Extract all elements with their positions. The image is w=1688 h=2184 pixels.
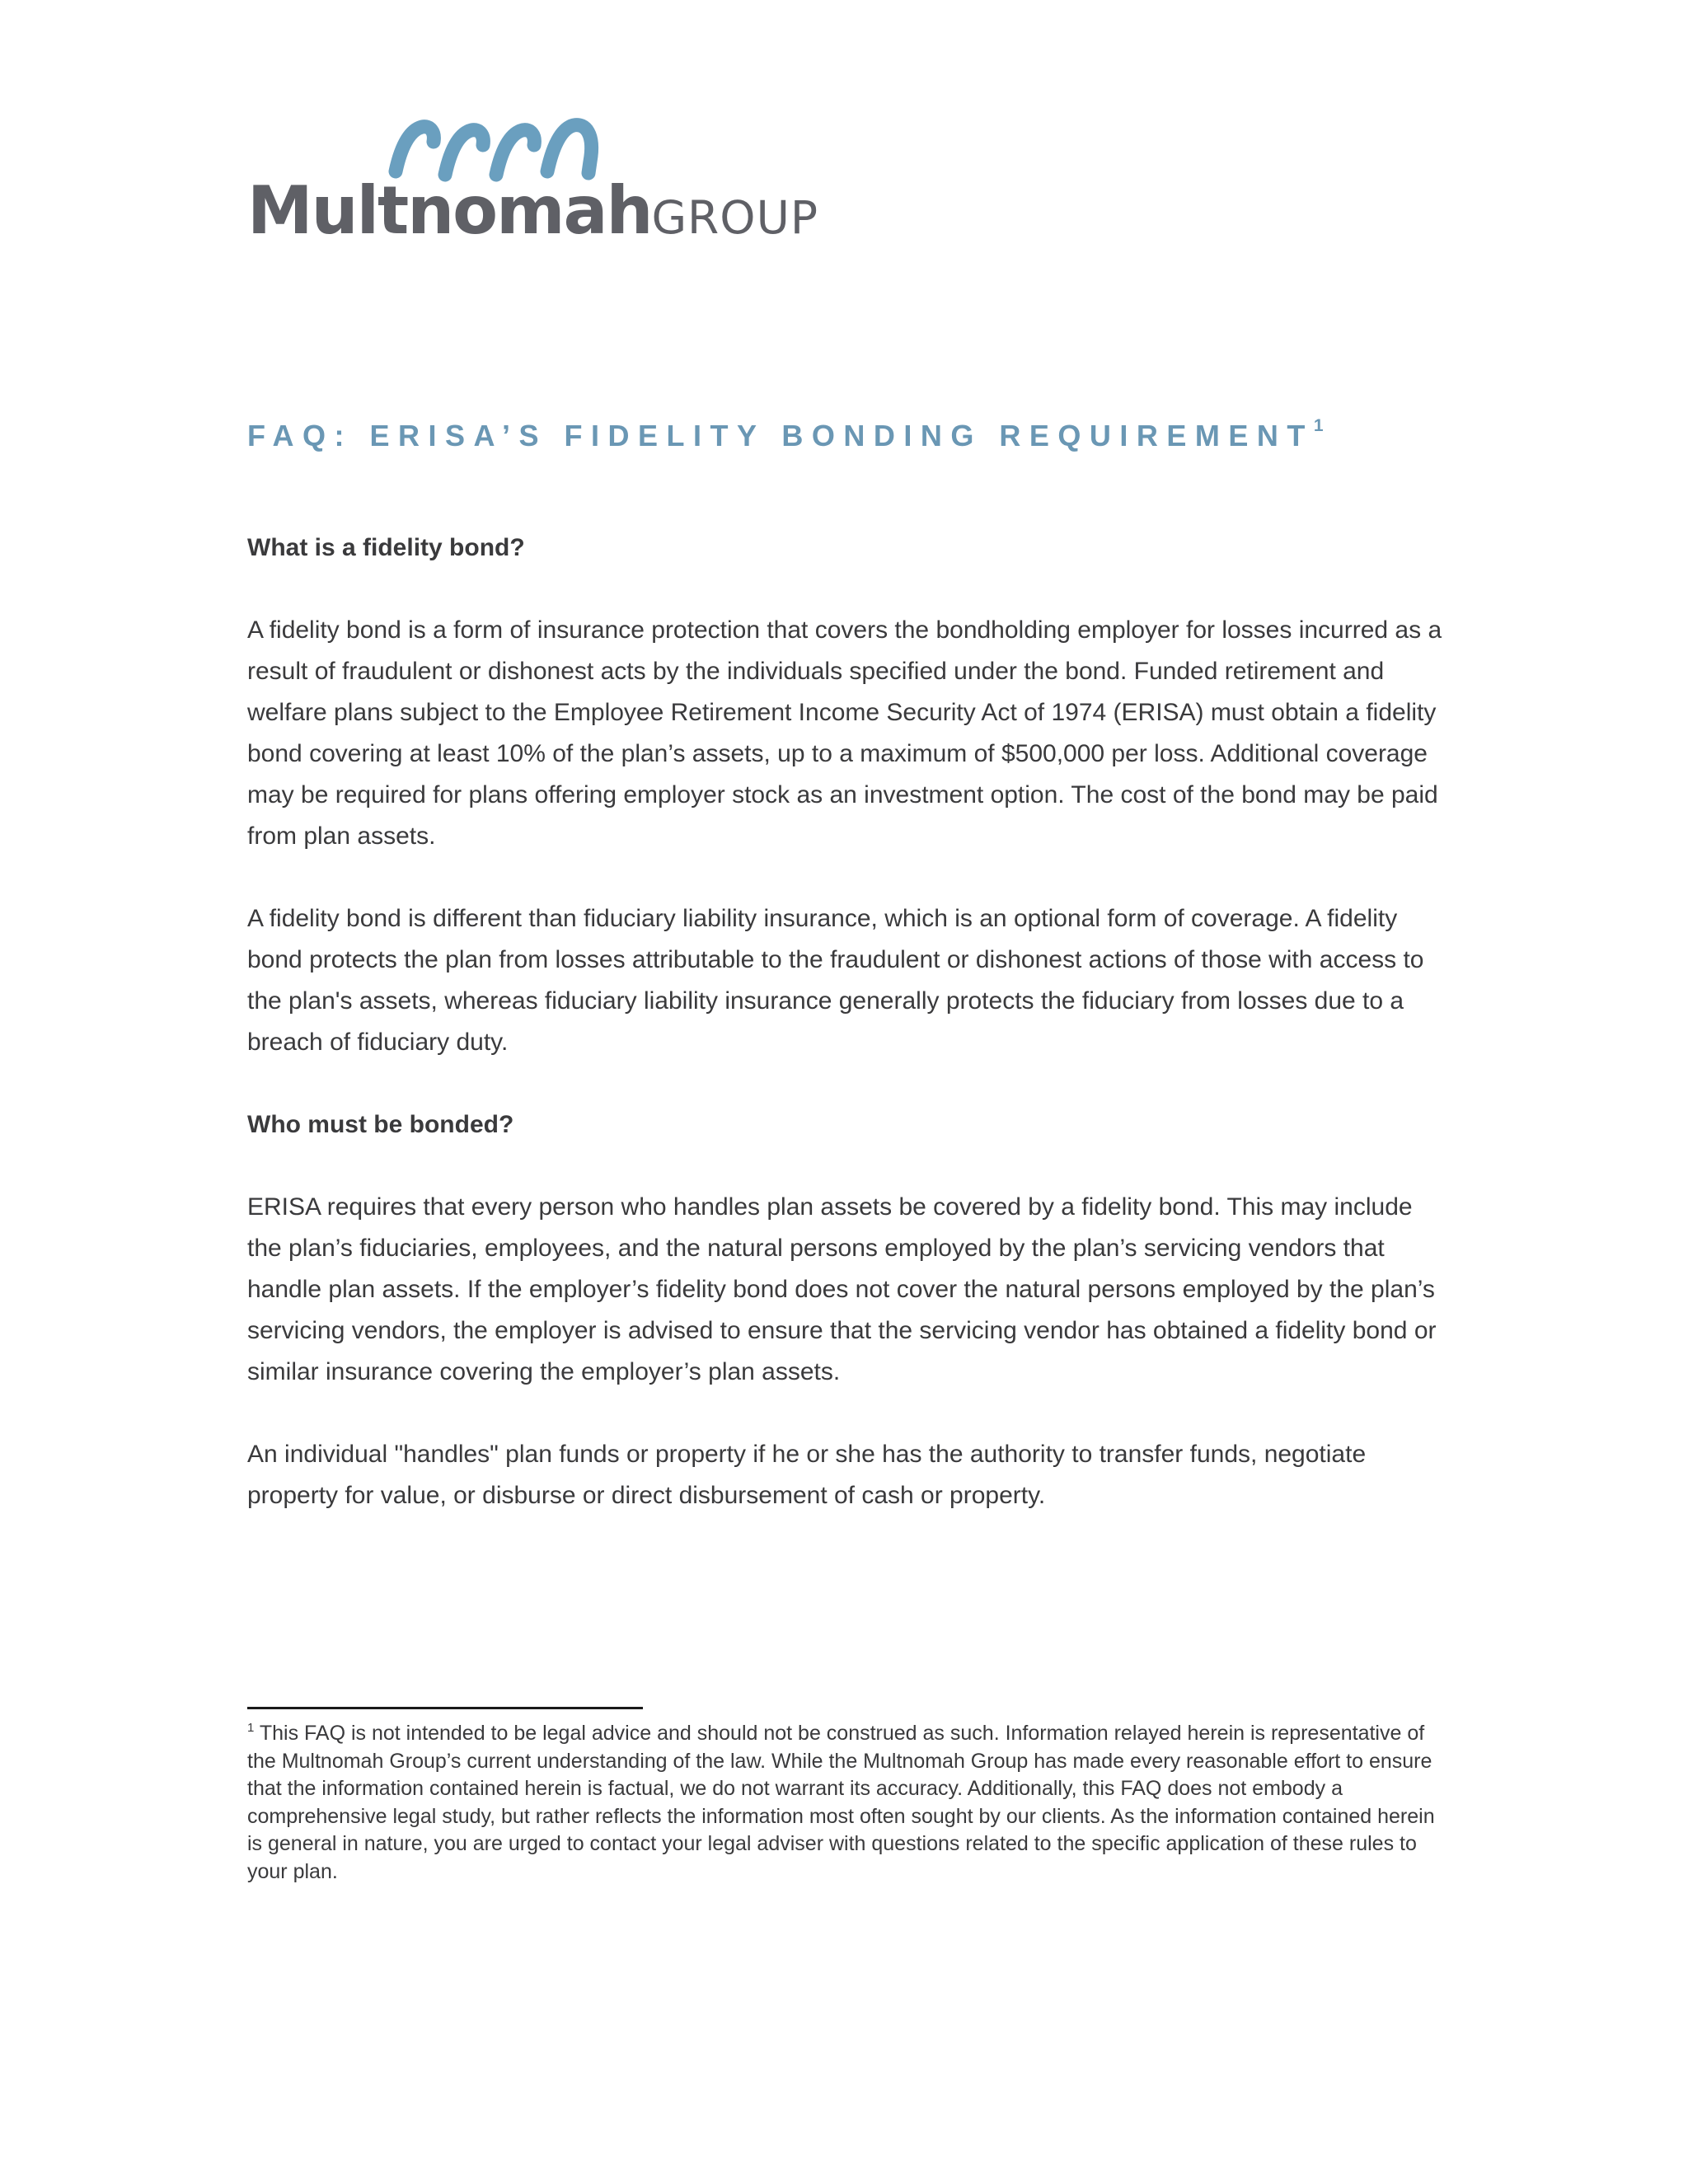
logo-brand-sub: GROUP <box>651 191 818 244</box>
paragraph-who-must-be-bonded: ERISA requires that every person who handles plan assets be covered by a fidelity bond. This may include the plan’s fiduciaries, employees, and the natural persons employed by the plan’s servicing vendors that handle plan assets. If the employer’s fidelity bond does not cover the natural persons employed by the plan’s servicing vendors, the employer is advised to ensure that the servicing vendor has obtained a fidelity bond or similar insurance covering the employer’s plan assets. <box>247 1193 1437 1385</box>
document-title-text: FAQ: ERISA’S FIDELITY BONDING REQUIREMENT <box>247 419 1314 452</box>
document-body <box>247 527 1442 1516</box>
logo-brand-main: Multnomah <box>247 172 652 249</box>
footnote <box>247 1720 1442 1886</box>
title-footnote-marker: 1 <box>1313 416 1324 435</box>
section-heading-what-is: What is a fidelity bond? <box>247 534 525 561</box>
section-heading-who-bonded: Who must be bonded? <box>247 1111 514 1138</box>
footnote-text: This FAQ is not intended to be legal advice and should not be construed as such. Information relayed herein is representative of the Multnomah Group’s current understanding of the law. While the Multnomah Group has made every reasonable effort to ensure that the information contained herein is factual, we do not warrant its accuracy. Additionally, this FAQ does not embody a comprehensive legal study, but rather reflects the information most often sought by our clients. As the information contained herein is general in nature, you are urged to contact your legal adviser with questions related to the specific application of these rules to your plan. <box>247 1722 1435 1883</box>
paragraph-fidelity-vs-fiduciary: A fidelity bond is different than fiduciary liability insurance, which is an optional form of coverage. A fidelity bond protects the plan from losses attributable to the fraudulent or dishonest actions of those with access to the plan's assets, whereas fiduciary liability insurance generally protects the fiduciary from losses due to a breach of fiduciary duty. <box>247 905 1424 1056</box>
logo-wordmark <box>247 172 818 249</box>
document-title <box>247 416 1324 453</box>
paragraph-handles-definition: An individual "handles" plan funds or property if he or she has the authority to transfer funds, negotiate property for value, or disburse or direct disbursement of cash or property. <box>247 1441 1367 1509</box>
footnote-divider <box>247 1707 643 1709</box>
paragraph-fidelity-bond-definition: A fidelity bond is a form of insurance protection that covers the bondholding employer for losses incurred as a result of fraudulent or dishonest acts by the individuals specified under the bond. Funded retirement and welfare plans subject to the Employee Retirement Income Security Act of 1974 (ERISA) must obtain a fidelity bond covering at least 10% of the plan’s assets, up to a maximum of $500,000 per loss. Additional coverage may be required for plans offering employer stock as an investment option. The cost of the bond may be paid from plan assets. <box>247 616 1442 850</box>
company-logo <box>247 115 818 255</box>
footnote-marker: 1 <box>247 1721 255 1735</box>
